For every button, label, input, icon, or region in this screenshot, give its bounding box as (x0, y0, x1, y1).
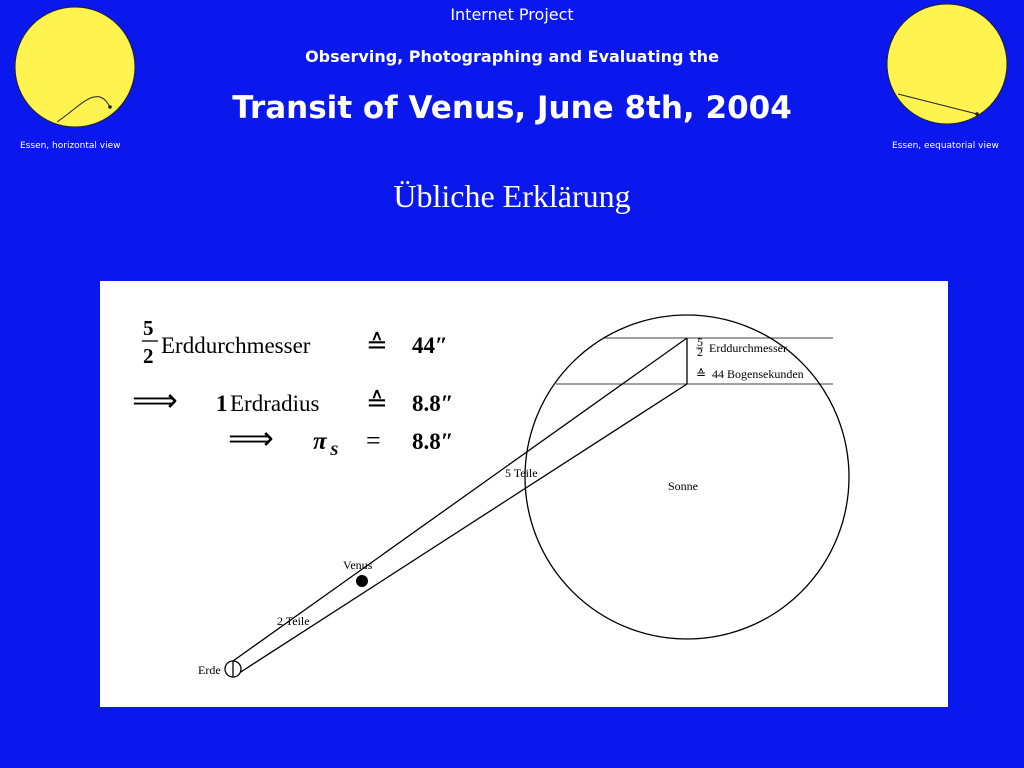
sight-line-lower (233, 384, 687, 677)
eq2-arrow: ⟹ (132, 382, 178, 418)
eq1-frac-den: 2 (143, 344, 154, 368)
slide-heading: Übliche Erklärung (393, 178, 631, 214)
diagram-panel (100, 281, 948, 707)
eq3-rel: = (366, 426, 381, 455)
sun-annotation (696, 335, 804, 381)
eq2-value: 8.8″ (412, 391, 454, 416)
project-label: Internet Project (450, 5, 574, 24)
eq2-one: 1 (216, 391, 228, 416)
annot-frac-num: 5 (697, 335, 703, 349)
sight-line-upper (233, 338, 687, 661)
eq3-value: 8.8″ (412, 429, 454, 454)
sun-label: Sonne (668, 479, 698, 493)
venus-dot (356, 575, 368, 587)
eq1-rel: ≙ (366, 330, 388, 359)
equation-line-1 (142, 316, 448, 368)
eq2-text: Erdradius (230, 391, 320, 416)
annot-rel: ≙ (696, 367, 707, 381)
earth-label: Erde (198, 663, 221, 677)
right-sun-caption: Essen, eequatorial view (892, 141, 999, 151)
eq3-pi: π (313, 428, 327, 455)
eq2-rel: ≙ (366, 388, 388, 417)
eq1-frac-num: 5 (143, 316, 154, 340)
header-title: Transit of Venus, June 8th, 2004 (232, 90, 792, 126)
header-subtitle: Observing, Photographing and Evaluating the (305, 47, 719, 66)
parts-venus-sun-label: 5 Teile (505, 466, 538, 480)
venus-label: Venus (343, 558, 373, 572)
annot-line1: Erddurchmesser (709, 341, 787, 355)
equation-line-2 (132, 382, 453, 418)
annot-frac-den: 2 (697, 345, 703, 359)
equation-line-3 (228, 420, 453, 459)
parallax-diagram (100, 281, 948, 707)
eq1-text: Erddurchmesser (161, 333, 311, 358)
annot-line2: 44 Bogensekunden (712, 367, 804, 381)
left-sun-caption: Essen, horizontal view (20, 141, 121, 151)
eq1-value: 44″ (412, 333, 448, 358)
eq3-arrow: ⟹ (228, 420, 274, 456)
eq3-sub: S (330, 443, 339, 459)
parts-earth-venus-label: 2 Teile (277, 614, 310, 628)
